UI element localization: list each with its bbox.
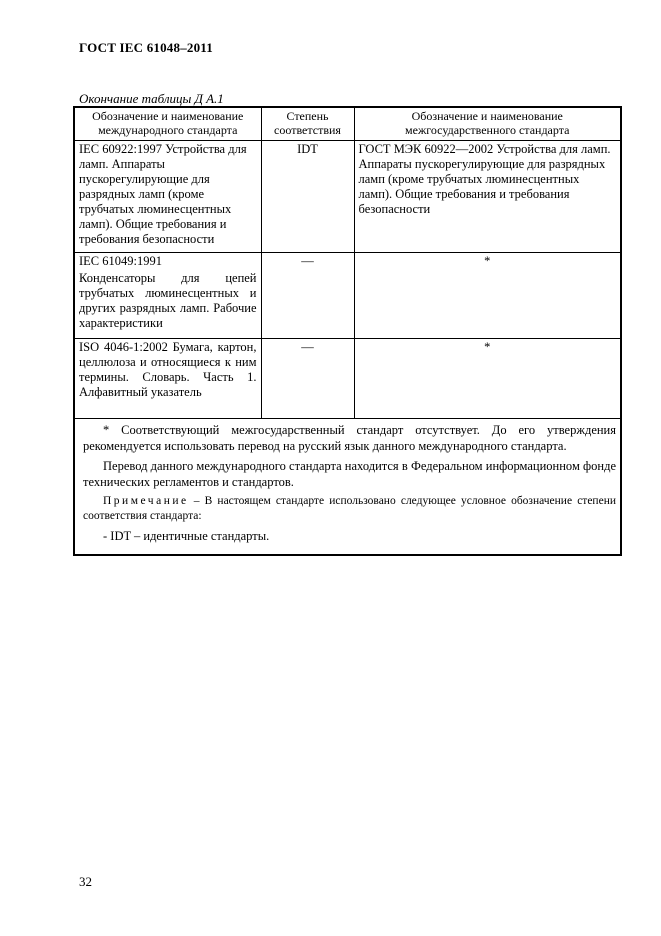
table-notes: [74, 419, 621, 556]
cell-degree: —: [261, 339, 354, 419]
table-row: [74, 339, 621, 419]
remark-paragraph: [83, 494, 616, 524]
cell-degree: —: [261, 253, 354, 339]
column-header-international: Обозначение и наименование международного стандарта: [74, 107, 261, 141]
table-caption: Окончание таблицы Д А.1: [79, 91, 224, 106]
idt-definition: - IDT – идентичные стандарты.: [103, 529, 270, 543]
table-row: [74, 141, 621, 253]
remark-text: – В настоящем стандарте использовано следующее условное обозначение степени соответствия стандарта:: [83, 495, 616, 522]
remark-label: Примечание: [103, 495, 189, 507]
document-header: ГОСТ IEC 61048–2011: [79, 40, 213, 55]
standards-table: [73, 106, 622, 556]
cell-interstate-standard: ГОСТ МЭК 60922—2002 Устройства для ламп. Аппараты пускорегулирующие для разрядных ламп (кроме трубчатых люминесцентных ламп). Общие требования и требования безопасности: [354, 141, 621, 253]
cell-international-standard: IEC 60922:1997 Устройства для ламп. Аппараты пускорегулирующие для разрядных ламп (кроме трубчатых люминесцентных ламп). Общие требования и требования безопасности: [74, 141, 261, 253]
cell-interstate-standard: *: [354, 339, 621, 419]
cell-interstate-standard: *: [354, 253, 621, 339]
translation-note: Перевод данного международного стандарта находится в Федеральном информационном фонде технических регламентов и стандартов.: [83, 459, 616, 489]
standards-table-container: [73, 106, 620, 556]
standard-code: IEC 61049:1991: [79, 254, 162, 268]
table-header-row: [74, 107, 621, 141]
standard-title: Конденсаторы для цепей трубчатых люминесцентных и других разрядных ламп. Рабочие характеристики: [79, 271, 257, 330]
cell-degree: IDT: [261, 141, 354, 253]
cell-international-standard: ISO 4046-1:2002 Бумага, картон, целлюлоза и относящиеся к ним термины. Словарь. Часть 1. Алфавитный указатель: [74, 339, 261, 419]
table-row: [74, 253, 621, 339]
column-header-interstate: Обозначение и наименование межгосударственного стандарта: [354, 107, 621, 141]
page-number: 32: [79, 874, 92, 889]
cell-international-standard: [74, 253, 261, 339]
footnote-text: * Соответствующий межгосударственный стандарт отсутствует. До его утверждения рекомендуется использовать перевод на русский язык данного международного стандарта.: [83, 423, 616, 453]
column-header-degree: Степень соответствия: [261, 107, 354, 141]
table-notes-row: [74, 419, 621, 556]
